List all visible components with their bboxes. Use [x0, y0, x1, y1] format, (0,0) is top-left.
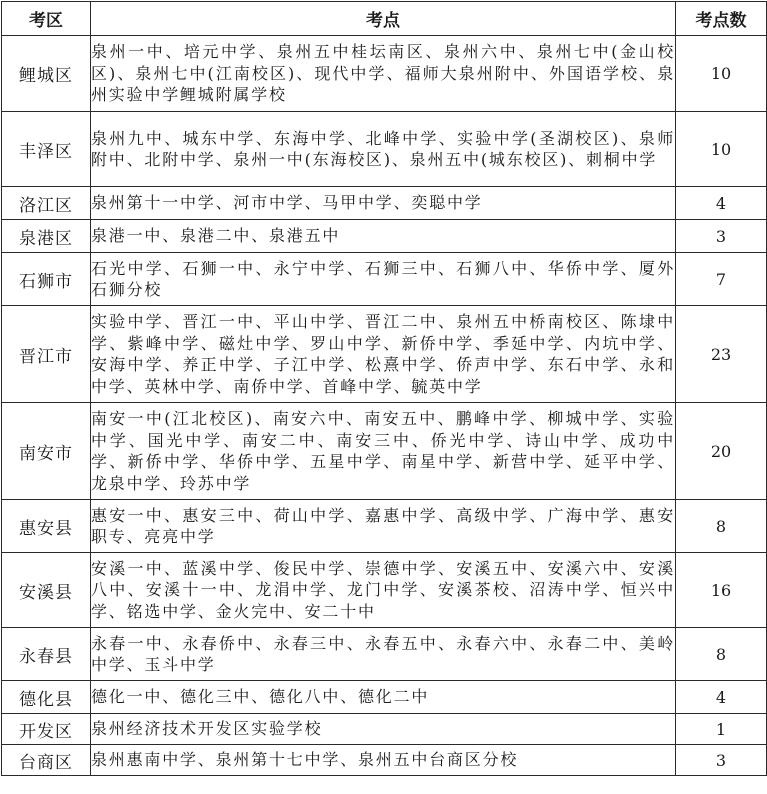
table-row [2, 745, 767, 776]
table-row [2, 36, 767, 112]
sites-cell: 实验中学、晋江一中、平山中学、晋江二中、泉州五中桥南校区、陈埭中学、紫峰中学、磁灶中学、罗山中学、新侨中学、季延中学、内坑中学、安海中学、养正中学、子江中学、松熹中学、侨声中学、东石中学、永和中学、英林中学、南侨中学、首峰中学、毓英中学 [91, 306, 676, 403]
table-row [2, 112, 767, 187]
district-cell: 南安市 [2, 403, 91, 500]
table-header-row [2, 2, 767, 36]
district-cell: 丰泽区 [2, 112, 91, 187]
count-cell: 20 [676, 403, 767, 500]
count-cell: 10 [676, 112, 767, 187]
sites-cell: 泉州惠南中学、泉州第十七中学、泉州五中台商区分校 [91, 745, 676, 776]
count-cell: 3 [676, 220, 767, 253]
district-cell: 永春县 [2, 628, 91, 681]
count-cell: 8 [676, 628, 767, 681]
sites-cell: 泉州一中、培元中学、泉州五中桂坛南区、泉州六中、泉州七中(金山校区)、泉州七中(江南校区)、现代中学、福师大泉州附中、外国语学校、泉州实验中学鲤城附属学校 [91, 36, 676, 112]
sites-cell: 南安一中(江北校区)、南安六中、南安五中、鹏峰中学、柳城中学、实验中学、国光中学、南安二中、南安三中、侨光中学、诗山中学、成功中学、新侨中学、华侨中学、五星中学、南星中学、新营中学、延平中学、龙泉中学、玲苏中学 [91, 403, 676, 500]
table-row [2, 306, 767, 403]
count-cell: 16 [676, 553, 767, 628]
district-cell: 惠安县 [2, 500, 91, 553]
count-cell: 23 [676, 306, 767, 403]
district-cell: 晋江市 [2, 306, 91, 403]
table-row [2, 553, 767, 628]
district-cell: 石狮市 [2, 253, 91, 306]
sites-cell: 永春一中、永春侨中、永春三中、永春五中、永春六中、永春二中、美岭中学、玉斗中学 [91, 628, 676, 681]
district-cell: 德化县 [2, 681, 91, 714]
table-row [2, 714, 767, 745]
table-row [2, 220, 767, 253]
count-cell: 3 [676, 745, 767, 776]
sites-cell: 泉州第十一中学、河市中学、马甲中学、奕聪中学 [91, 187, 676, 220]
table-row [2, 187, 767, 220]
sites-cell: 泉州经济技术开发区实验学校 [91, 714, 676, 745]
table-row [2, 628, 767, 681]
header-district: 考区 [2, 2, 91, 36]
header-count: 考点数 [676, 2, 767, 36]
header-sites: 考点 [91, 2, 676, 36]
sites-cell: 惠安一中、惠安三中、荷山中学、嘉惠中学、高级中学、广海中学、惠安职专、亮亮中学 [91, 500, 676, 553]
count-cell: 4 [676, 681, 767, 714]
exam-sites-table [1, 1, 767, 776]
sites-cell: 泉港一中、泉港二中、泉港五中 [91, 220, 676, 253]
count-cell: 7 [676, 253, 767, 306]
district-cell: 泉港区 [2, 220, 91, 253]
count-cell: 8 [676, 500, 767, 553]
count-cell: 4 [676, 187, 767, 220]
table-row [2, 253, 767, 306]
district-cell: 安溪县 [2, 553, 91, 628]
sites-cell: 德化一中、德化三中、德化八中、德化二中 [91, 681, 676, 714]
sites-cell: 安溪一中、蓝溪中学、俊民中学、崇德中学、安溪五中、安溪六中、安溪八中、安溪十一中、龙涓中学、龙门中学、安溪茶校、沼涛中学、恒兴中学、铭选中学、金火完中、安二十中 [91, 553, 676, 628]
table-row [2, 403, 767, 500]
district-cell: 鲤城区 [2, 36, 91, 112]
sites-cell: 石光中学、石狮一中、永宁中学、石狮三中、石狮八中、华侨中学、厦外石狮分校 [91, 253, 676, 306]
district-cell: 开发区 [2, 714, 91, 745]
table-row [2, 681, 767, 714]
district-cell: 洛江区 [2, 187, 91, 220]
count-cell: 10 [676, 36, 767, 112]
district-cell: 台商区 [2, 745, 91, 776]
sites-cell: 泉州九中、城东中学、东海中学、北峰中学、实验中学(圣湖校区)、泉师附中、北附中学、泉州一中(东海校区)、泉州五中(城东校区)、刺桐中学 [91, 112, 676, 187]
table-row [2, 500, 767, 553]
count-cell: 1 [676, 714, 767, 745]
